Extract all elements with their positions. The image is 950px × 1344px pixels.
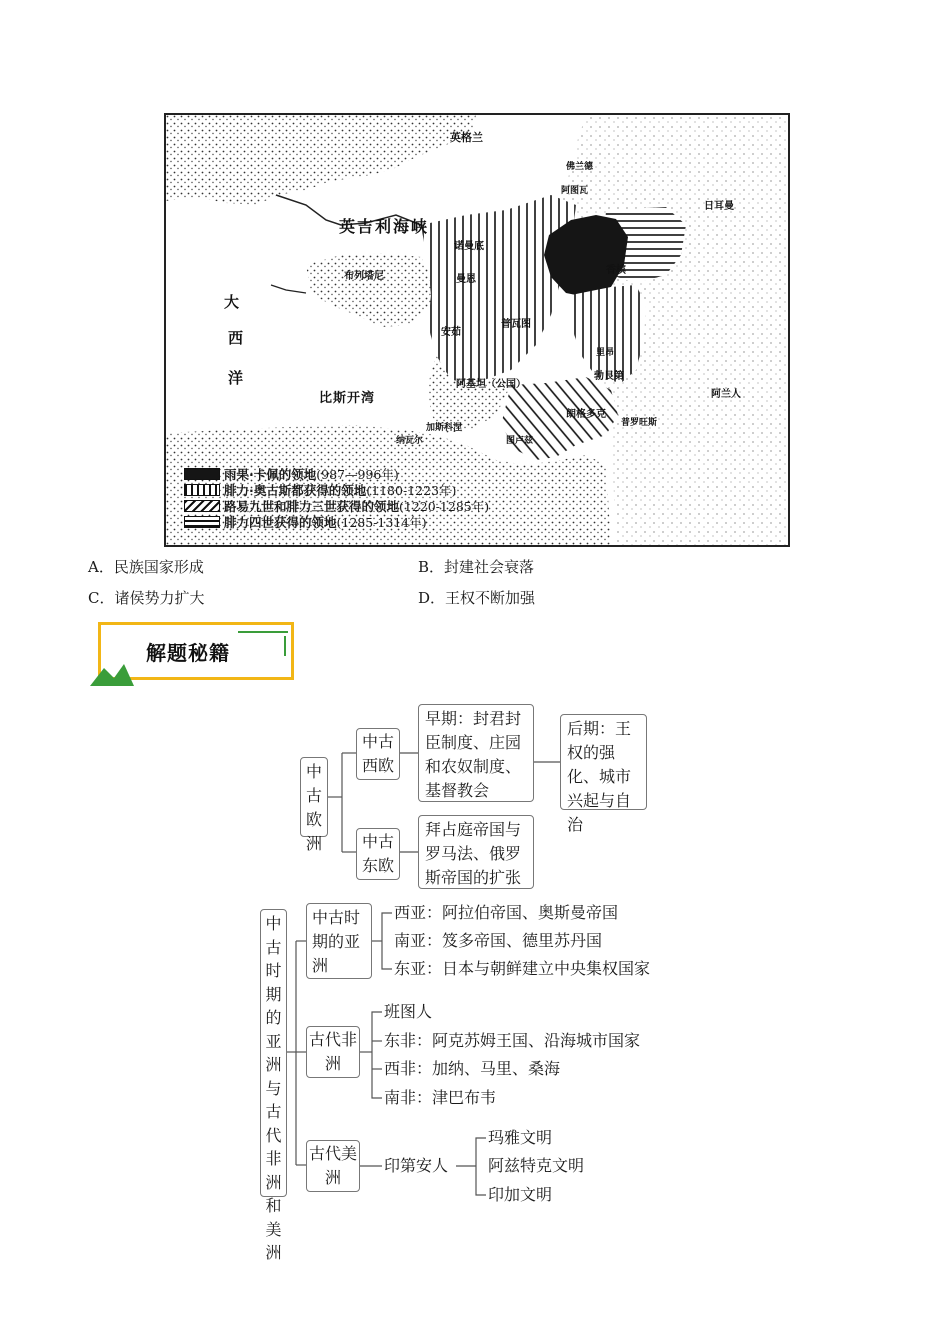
node-west-europe: 中古西欧 (356, 728, 400, 780)
map-label-artois: 阿图瓦 (561, 186, 589, 196)
map-label-champagne: 香槟 (606, 265, 626, 276)
map-label-languedoc: 朗格多克 (566, 409, 606, 420)
legend-label: 路易九世和腓力三世获得的领地 (224, 499, 400, 514)
legend-date: (987—996年) (316, 467, 399, 482)
map-label-england: 英格兰 (450, 131, 483, 144)
map-label-aquitaine: 阿基坦（公国） (456, 379, 526, 390)
node-america: 古代美洲 (306, 1140, 360, 1192)
map-label-channel: 英吉利海峡 (339, 217, 430, 236)
africa-south: 南非：津巴布韦 (384, 1088, 497, 1107)
legend-date: (1180-1223年) (366, 483, 457, 498)
map-label-provence: 普罗旺斯 (621, 418, 658, 428)
map-label-biscay: 比斯开湾 (319, 391, 376, 406)
legend-date: (1220-1285年) (399, 499, 490, 514)
america-maya: 玛雅文明 (488, 1128, 553, 1147)
asia-east: 东亚：日本与朝鲜建立中央集权国家 (394, 959, 651, 978)
africa-east: 东非：阿克苏姆王国、沿海城市国家 (384, 1031, 641, 1050)
map-label-normandy: 诺曼底 (454, 241, 484, 252)
mindmap-root-europe: 中古欧洲 (300, 757, 328, 837)
map-label-gascony: 加斯科涅 (426, 423, 463, 433)
node-east-detail: 拜占庭帝国与罗马法、俄罗斯帝国的扩张 (418, 815, 534, 889)
legend-label: 腓力·奥古斯都获得的领地 (224, 483, 367, 498)
legend-label: 腓力四世获得的领地 (224, 515, 337, 530)
map-label-germany: 日耳曼 (704, 201, 734, 212)
map-label-atlantic-1: 大 (224, 293, 240, 311)
option-c[interactable]: C．诸侯势力扩大 (88, 589, 205, 607)
option-a[interactable]: A．民族国家形成 (88, 558, 204, 576)
banner-title: 解题秘籍 (146, 641, 230, 665)
map-label-poitou: 普瓦图 (501, 319, 531, 330)
node-east-europe: 中古东欧 (356, 828, 400, 880)
asia-south: 南亚：笈多帝国、德里苏丹国 (394, 931, 603, 950)
option-d[interactable]: D．王权不断加强 (418, 589, 536, 607)
america-indians: 印第安人 (384, 1156, 449, 1175)
map-label-lyon: 里昂 (596, 348, 615, 358)
america-inca: 印加文明 (488, 1185, 553, 1204)
map-label-atlantic-2: 西 (228, 329, 244, 347)
map-label-flanders: 佛兰德 (566, 162, 594, 172)
option-b[interactable]: B．封建社会衰落 (418, 558, 535, 576)
node-west-late: 后期：王权的强化、城市兴起与自治 (560, 714, 647, 810)
map-label-atlantic-3: 洋 (228, 369, 244, 387)
map-label-maine: 曼恩 (456, 274, 476, 285)
mindmap-root-asia-africa-america: 中古时期的亚洲与古代非洲和美洲 (260, 909, 287, 1197)
america-aztec: 阿兹特克文明 (488, 1156, 585, 1175)
node-asia: 中古时期的亚洲 (306, 903, 372, 979)
africa-bantu: 班图人 (384, 1002, 433, 1021)
map-label-anjou: 安茹 (441, 327, 461, 338)
node-west-early: 早期：封君封臣制度、庄园和农奴制度、基督教会 (418, 704, 534, 802)
africa-west: 西非：加纳、马里、桑海 (384, 1059, 561, 1078)
map-label-burgundy: 勃艮第 (594, 371, 624, 382)
map-label-navarre: 纳瓦尔 (396, 436, 424, 446)
map-label-italy: 阿兰人 (711, 389, 741, 400)
legend-label: 雨果·卡佩的领地 (224, 467, 317, 482)
legend-date: (1285-1314年) (336, 515, 427, 530)
map-label-toulouse: 图卢兹 (506, 436, 534, 446)
asia-west: 西亚：阿拉伯帝国、奥斯曼帝国 (394, 903, 619, 922)
node-africa: 古代非洲 (306, 1026, 360, 1078)
map-label-brittany: 布列塔尼 (344, 271, 384, 282)
